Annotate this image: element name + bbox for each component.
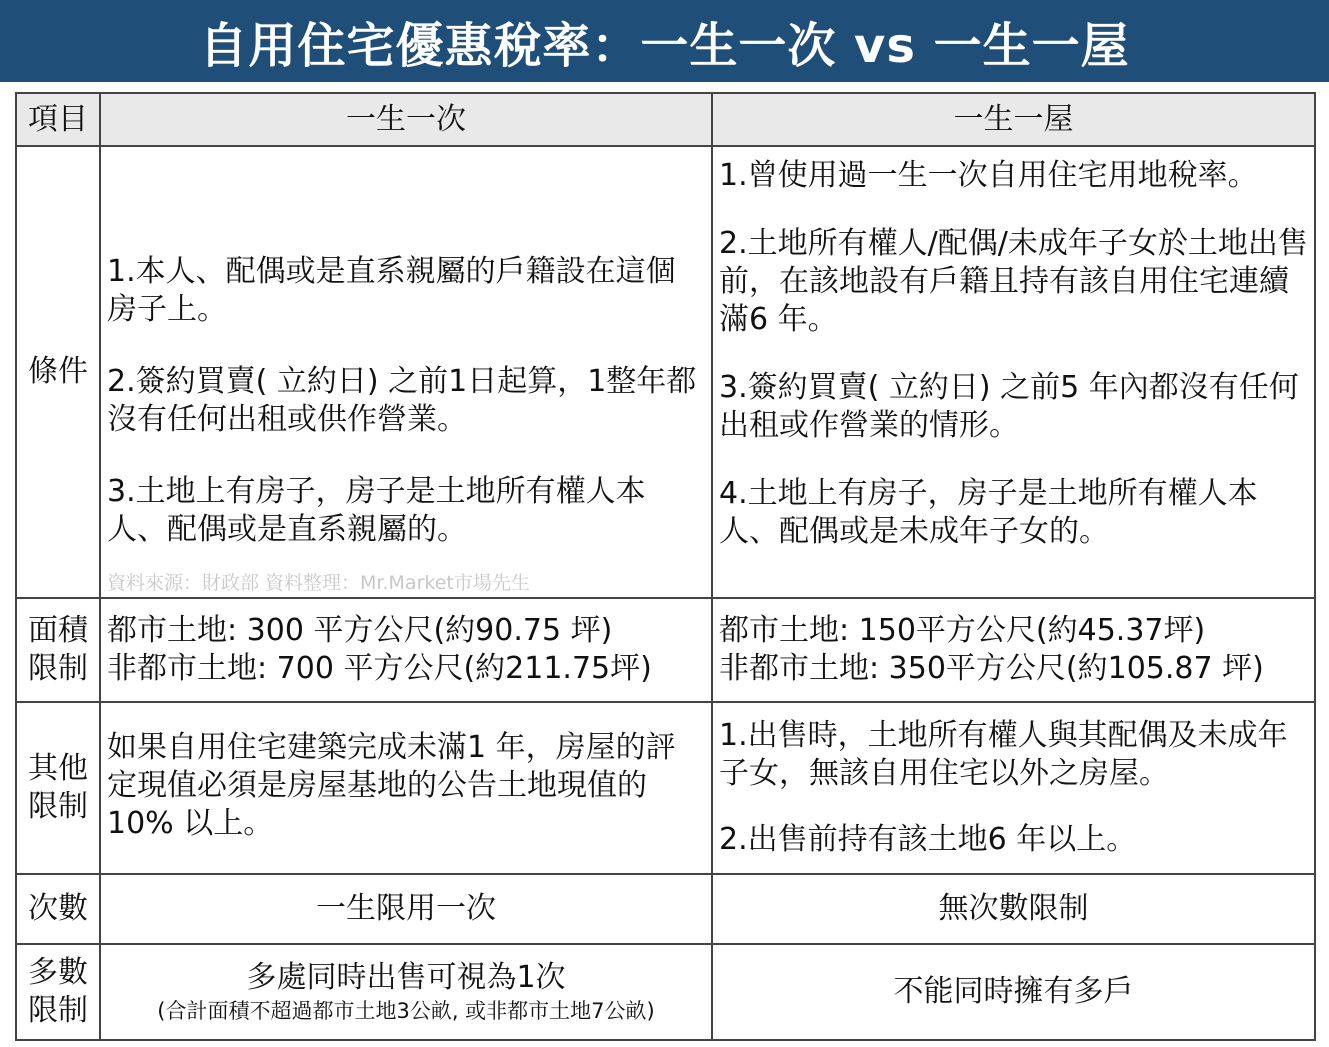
other-house-cell (712, 702, 1315, 874)
conditions-label: 條件 (16, 146, 100, 598)
multi-label (16, 944, 100, 1040)
count-label: 次數 (16, 874, 100, 944)
header-item: 項目 (16, 93, 100, 146)
conditions-house-item: 1.曾使用過一生一次自用住宅用地稅率。 (719, 158, 1258, 193)
other-label (16, 702, 100, 874)
conditions-once-item: 2.簽約買賣( 立約日) 之前1日起算，1整年都沒有任何出租或供作營業。 (107, 364, 697, 437)
conditions-house-item: 4.土地上有房子，房子是土地所有權人本人、配偶或是未成年子女的。 (719, 476, 1258, 549)
conditions-once-item: 1.本人、配偶或是直系親屬的戶籍設在這個房子上。 (107, 254, 676, 327)
area-row (16, 598, 1315, 702)
multi-label-line: 多數 (28, 955, 88, 990)
other-row (16, 702, 1315, 874)
other-house-item: 1.出售時，土地所有權人與其配偶及未成年子女，無該自用住宅以外之房屋。 (719, 718, 1288, 791)
multi-row (16, 944, 1315, 1040)
comparison-table (15, 92, 1316, 1041)
header-house: 一生一屋 (712, 93, 1315, 146)
conditions-house-item: 2.土地所有權人/配偶/未成年子女於土地出售前，在該地設有戶籍且持有該自用住宅連續滿6 年。 (719, 226, 1308, 337)
area-once-cell (100, 598, 712, 702)
header-once: 一生一次 (100, 93, 712, 146)
area-label-line: 限制 (28, 651, 88, 686)
multi-house: 不能同時擁有多戶 (712, 944, 1315, 1040)
multi-label-line: 限制 (28, 993, 88, 1028)
multi-once-cell (100, 944, 712, 1040)
area-house-cell (712, 598, 1315, 702)
page-title: 自用住宅優惠稅率：一生一次 vs 一生一屋 (0, 0, 1329, 82)
area-once-line: 都市土地: 300 平方公尺(約90.75 坪) (107, 613, 613, 648)
conditions-house-cell (712, 146, 1315, 598)
other-label-line: 限制 (28, 789, 88, 824)
conditions-house-item: 3.簽約買賣( 立約日) 之前5 年內都沒有任何出租或作營業的情形。 (719, 370, 1299, 443)
count-row (16, 874, 1315, 944)
multi-once-note: (合計面積不超過都市土地3公畝, 或非都市土地7公畝) (157, 999, 655, 1023)
header-row (16, 93, 1315, 146)
conditions-row (16, 146, 1315, 598)
other-once-text: 如果自用住宅建築完成未滿1 年，房屋的評定現值必須是房屋基地的公告土地現值的10% 以上。 (107, 730, 676, 841)
multi-once-main: 多處同時出售可視為1次 (246, 960, 566, 995)
area-label-line: 面積 (28, 613, 88, 648)
area-house-line: 都市土地: 150平方公尺(約45.37坪) (719, 613, 1206, 648)
source-note: 資料來源：財政部 資料整理：Mr.Market市場先生 (107, 572, 530, 594)
area-once-line: 非都市土地: 700 平方公尺(約211.75坪) (107, 651, 652, 686)
count-house: 無次數限制 (712, 874, 1315, 944)
conditions-once-item: 3.土地上有房子，房子是土地所有權人本人、配偶或是直系親屬的。 (107, 474, 646, 547)
other-once-cell (100, 702, 712, 874)
area-house-line: 非都市土地: 350平方公尺(約105.87 坪) (719, 651, 1264, 686)
conditions-once-cell (100, 146, 712, 598)
other-house-item: 2.出售前持有該土地6 年以上。 (719, 822, 1137, 857)
area-label (16, 598, 100, 702)
other-label-line: 其他 (28, 751, 88, 786)
count-once: 一生限用一次 (100, 874, 712, 944)
